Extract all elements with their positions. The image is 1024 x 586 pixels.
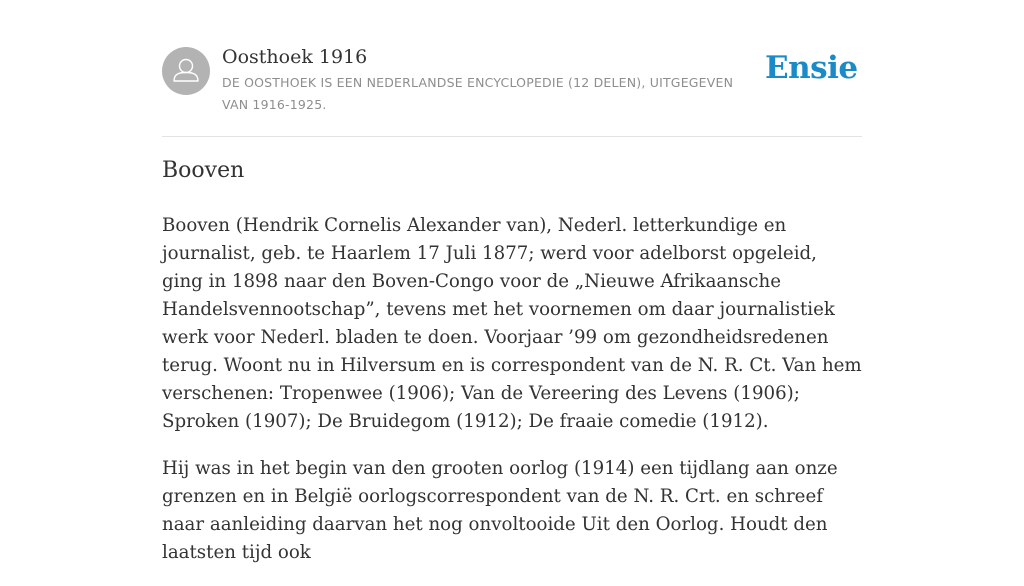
entry-title: Booven	[162, 158, 245, 183]
source-description: DE OOSTHOEK IS EEN NEDERLANDSE ENCYCLOPEDIE (12 DELEN), UITGEGEVEN VAN 1916-1925.	[222, 75, 734, 112]
entry-paragraph: Booven (Hendrik Cornelis Alexander van), Nederl. letterkundige en journalist, geb. te Haarlem 17 Juli 1877; werd voor adelborst opgeleid, ging in 1898 naar den Boven-Congo voor de „Nieuwe Afrikaansche Handelsvennootschap”, tevens met het voornemen om daar journalistiek werk voor Nederl. bladen te doen. Voorjaar ’99 om gezondheidsredenen terug. Woont nu in Hilversum en is correspondent van de N. R. Ct. Van hem verschenen: Tropenwee (1906); Van de Vereering des Levens (1906); Sproken (1907); De Bruidegom (1912); De fraaie comedie (1912).	[162, 215, 862, 432]
user-silhouette-icon	[162, 47, 210, 95]
entry-paragraph: Hij was in het begin van den grooten oorlog (1914) een tijdlang aan onze grenzen en in België oorlogscorrespondent van de N. R. Crt. en schreef naar aanleiding daarvan het nog onvoltooide Uit den Oorlog. Houdt den laatsten tijd ook	[162, 458, 838, 563]
entry-body	[162, 212, 862, 586]
source-title[interactable]: Oosthoek 1916	[222, 46, 368, 68]
ensie-logo-link[interactable]: Ensie	[765, 50, 858, 86]
source-header	[162, 44, 862, 137]
